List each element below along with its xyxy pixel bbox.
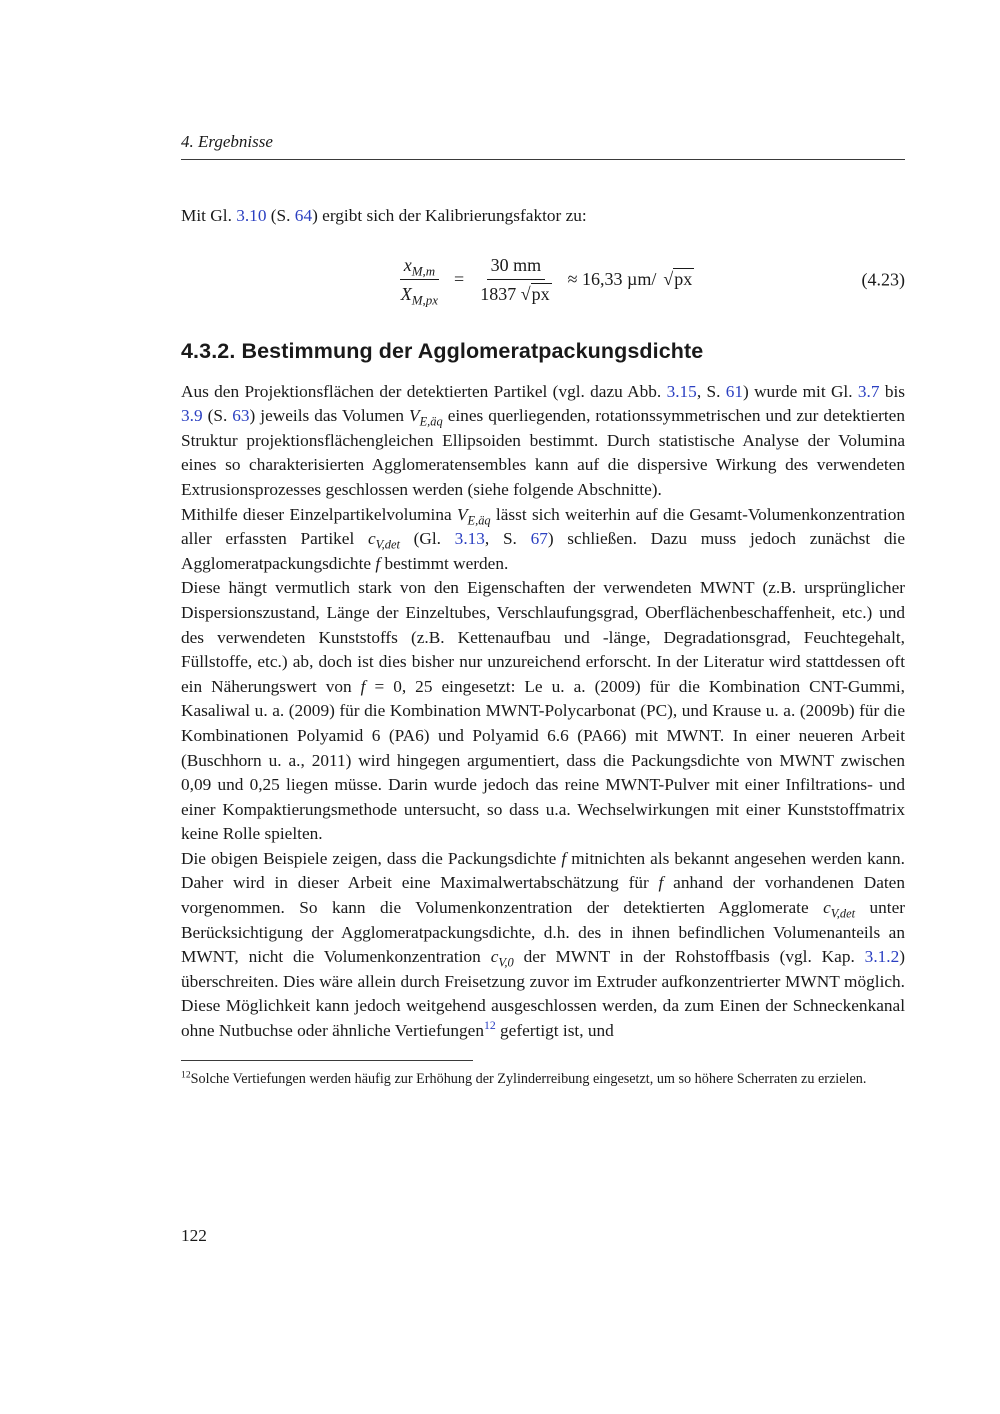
math-symbol: f [658,873,664,893]
math-symbol: $V_{E,äq}$ [456,504,491,528]
value-numerator: 30 mm [487,254,546,281]
equation-lhs-fraction [397,254,442,306]
paragraph: Aus den Projektionsflächen der detektierten Partikel (vgl. dazu Abb. 3.15, S. 61) wurde mit Gl. 3.7 bis 3.9 (S. 63) jeweils das Volumen $V_{E,äq}$ eines querliegenden, rotationssymmetrischen und zur detektierten Struktur projektionsflächengleichen Ellipsoiden bestimmt. Durch statistische Analyse der Volumina eines so charakterisierten Agglomeratensembles kann auf die dispersive Wirkung des verwendeten Extrusionsprozesses geschlossen werden (siehe folgende Abschnitte). [181,381,905,499]
footnote: $^{12}$Solche Vertiefungen werden häufig zur Erhöhung der Zylinderreibung eingesetzt, um so höhere Scherraten zu erzielen. [181,1068,867,1087]
page-number: 122 [181,1226,207,1245]
cross-ref-link[interactable]: 3.13 [454,529,485,549]
math-symbol: f [375,553,381,573]
paragraph: Mithilfe dieser Einzelpartikelvolumina $V_{E,äq}$ lässt sich weiterhin auf die Gesamt-Volumenkonzentration aller erfassten Partikel $c_{V,det}$ (Gl. 3.13, S. 67) schließen. Dazu muss jedoch zunächst die Agglomeratpackungsdichte f bestimmt werden. [181,504,905,573]
lhs-denominator: $X_{M,px}$ [400,284,439,308]
equation-number: (4.23) [861,269,905,290]
lhs-numerator: $x_{M,m}$ [400,254,439,281]
footnote-marker: 12 [181,1068,191,1080]
equals-sign: = [454,269,465,290]
cross-ref-link[interactable]: 64 [294,206,313,225]
sqrt-symbol: √px [663,269,693,290]
cross-ref-link[interactable]: 63 [232,406,250,426]
running-header [181,132,905,160]
cross-ref-link[interactable]: 3.7 [857,381,880,401]
math-symbol: $c_{V,det}$ [367,529,400,552]
intro-paragraph: Mit Gl. 3.10 (S. 64) ergibt sich der Kalibrierungsfaktor zu: [181,206,587,225]
math-symbol: f [561,848,567,868]
math-symbol: $V_{E,äq}$ [409,406,443,429]
equation-value-fraction [476,254,555,306]
math-symbol: $c_{V,det}$ [823,898,856,921]
cross-ref-link[interactable]: 3.1.2 [864,947,900,967]
math-symbol: $c_{V,0}$ [490,947,514,970]
section-heading: 4.3.2. Bestimmung der Agglomeratpackungsdichte [181,338,704,363]
paragraph: Diese hängt vermutlich stark von den Eigenschaften der verwendeten MWNT (z.B. ursprünglicher Dispersionszustand, Länge der Einzeltubes, Verschlaufungsgrad, Oberflächenbeschaffenheit, etc.) und des verwendeten Kunststoffs (z.B. Kettenaufbau und -länge, Degradationsgrad, Feuchtegehalt, Füllstoffe, etc.) ab, doch ist dies bisher nur unzureichend erforscht. In der Literatur wird stattdessen oft ein Näherungswert von f = 0, 25 eingesetzt: Le u. a. (2009) für die Kombination CNT-Gummi, Kasaliwal u. a. (2009) für die Kombination MWNT-Polycarbonat (PC), und Krause u. a. (2009b) für die Kombinationen Polyamid 6 (PA6) und Polyamid 6.6 (PA66) mit MWNT. In einer neueren Arbeit (Buschhorn u. a., 2011) wird hingegen argumentiert, dass die Packungsdichte von MWNT zwischen 0,09 und 0,25 liegen müsse. Darin wurde jedoch das reine MWNT-Pulver mit einer Infiltrations- und einer Kompaktierungsmethode untersucht, so dass u.a. Wechselwirkungen mit einer Kunststoffmatrix keine Rolle spielten. [181,578,905,844]
math-symbol: f [360,676,366,696]
paragraph: Die obigen Beispiele zeigen, dass die Packungsdichte f mitnichten als bekannt angesehen werden kann. Daher wird in dieser Arbeit eine Maximalwertabschätzung für f anhand der vorhandenen Daten vorgenommen. So kann die Volumenkonzentration der detektierten Agglomerate $c_{V,det}$ unter Berücksichtigung der Agglomeratpackungsdichte, d.h. des in ihnen befindlichen Volumenanteils an MWNT, nicht die Volumenkonzentration $c_{V,0}$ der MWNT in der Rohstoffbasis (vgl. Kap. 3.1.2) überschreiten. Dies wäre allein durch Freisetzung zuvor im Extruder aufkonzentrierter MWNT möglich. Diese Möglichkeit kann jedoch weitgehend ausgeschlossen werden, da zum Einen der Schneckenkanal ohne Nutbuchse oder ähnliche Vertiefungen$^{12}$ gefertigt ist, und [181,848,906,1041]
footnote-ref-link[interactable]: 12 [483,1019,496,1033]
cross-ref-link[interactable]: 3.9 [181,406,203,426]
content-column [181,0,905,1089]
cross-ref-link[interactable]: 3.10 [236,206,267,225]
cross-ref-link[interactable]: 67 [530,529,548,549]
approx-result: ≈ 16,33 µm/ [567,269,657,290]
cross-ref-link[interactable]: 3.15 [666,381,697,401]
equation [181,251,905,309]
value-denominator: 1837 √px [480,284,550,305]
running-header-title: 4. Ergebnisse [181,132,273,151]
sqrt-symbol: √px [520,284,550,305]
footnote-separator [181,1060,473,1061]
cross-ref-link[interactable]: 61 [725,381,743,401]
